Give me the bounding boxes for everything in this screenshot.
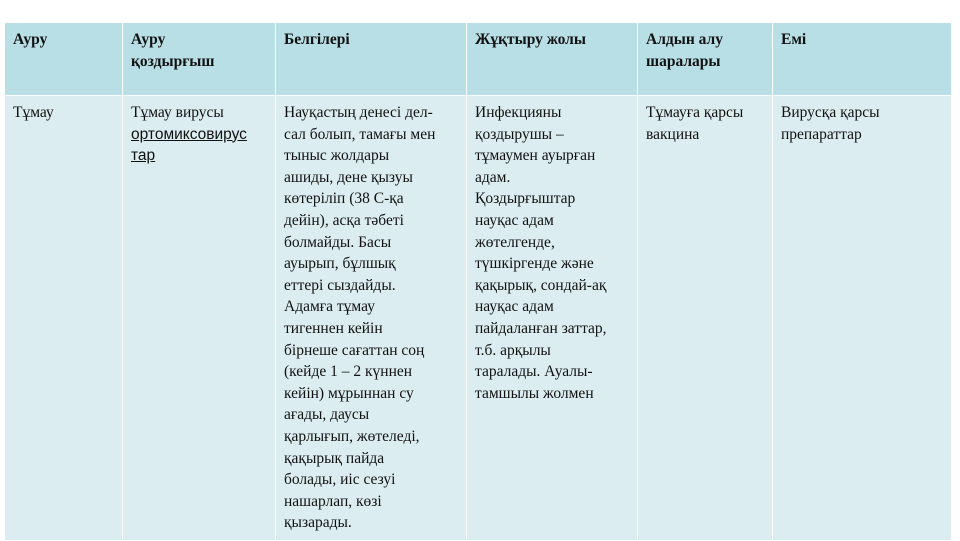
cell-treatment: Вирусқа қарсы препараттар (773, 96, 952, 541)
header-transmission: Жұқтыру жолы (467, 23, 638, 96)
disease-table (4, 22, 952, 541)
table-header-row (5, 23, 952, 96)
cell-prevention: Тұмауға қарсы вакцина (638, 96, 773, 541)
cell-transmission: Инфекцияны қоздырушы – тұмаумен ауырған адам. Қоздырғыштар науқас адам жөтелгенде, түшкіргенде және қақырық, сондай-ақ науқас адам пайдаланған заттар, т.б. арқылы таралады. Ауалы- тамшылы жолмен (467, 96, 638, 541)
cell-symptoms: Науқастың денесі дел- сал болып, тамағы мен тыныс жолдары ашиды, дене қызуы көтеріліп (38 С-қа дейін), асқа тәбеті болмайды. Басы ауырып, бұлшық еттері сыздайды. Адамға тұмау тигеннен кейін бірнеше сағаттан соң (кейде 1 – 2 күннен кейін) мұрыннан су ағады, даусы қарлығып, жөтеледі, қақырық пайда болады, иіс сезуі нашарлап, көзі қызарады. (276, 96, 467, 541)
cell-pathogen: Тұмау вирусы ортомиксовирус тар (123, 96, 276, 541)
table-row (5, 96, 952, 541)
header-symptoms: Белгілері (276, 23, 467, 96)
header-disease: Ауру (5, 23, 123, 96)
pathogen-link-cont[interactable]: тар (131, 147, 156, 165)
page-margin (951, 22, 960, 540)
header-prevention: Алдын алу шаралары (638, 23, 773, 96)
pathogen-link[interactable]: ортомиксовирус (131, 125, 247, 143)
header-treatment: Емі (773, 23, 952, 96)
header-pathogen: Ауру қоздырғыш (123, 23, 276, 96)
cell-disease: Тұмау (5, 96, 123, 541)
